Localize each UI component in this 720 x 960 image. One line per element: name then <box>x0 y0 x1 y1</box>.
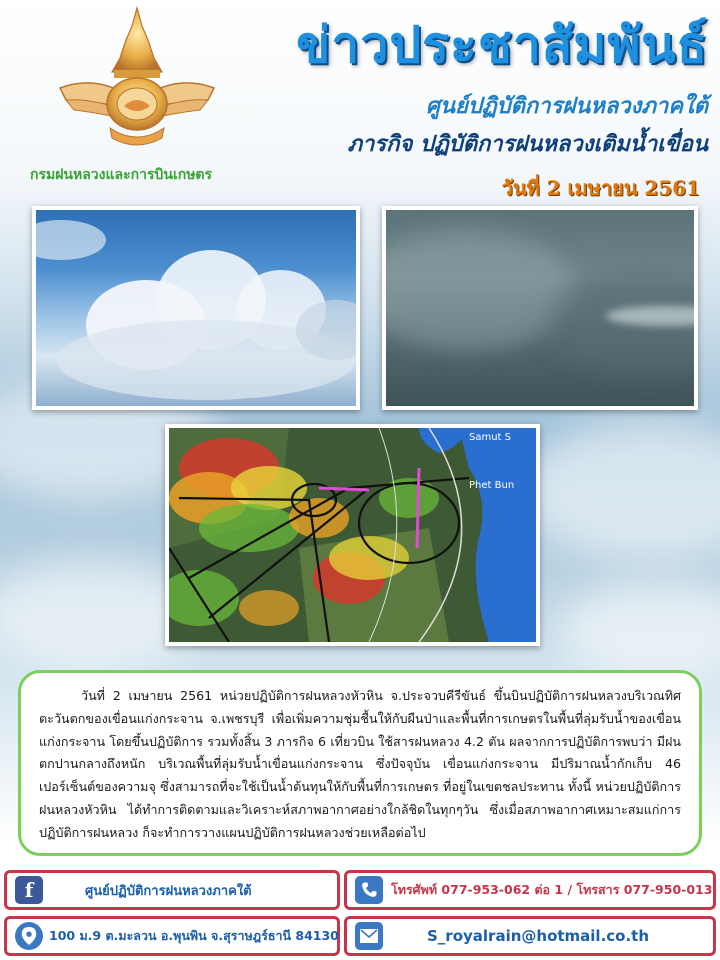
facebook-page-name: ศูนย์ปฏิบัติการฝนหลวงภาคใต้ <box>85 883 252 899</box>
cloud-shape <box>382 230 576 350</box>
phone-contact[interactable] <box>344 870 716 910</box>
location-pin-icon <box>15 922 43 950</box>
agency-name: กรมฝนหลวงและการบินเกษตร <box>30 167 213 183</box>
report-paragraph: วันที่ 2 เมษายน 2561 หน่วยปฏิบัติการฝนหลวงหัวหิน จ.ประจวบคีรีขันธ์ ขึ้นบินปฏิบัติการฝนหลวงบริเวณทิศตะวันตกของเขื่อนแก่งกระจาน จ.เพชรบุรี เพื่อเพิ่มความชุ่มชื้นให้กับผืนป่าและพื้นที่การเกษตรในพื้นที่ลุ่มรับน้ำของเขื่อนแก่งกระจาน โดยขึ้นปฏิบัติการ รวมทั้งสิ้น 3 ภารกิจ 6 เที่ยวบิน ใช้สารฝนหลวง 4.2 ตัน ผลจากการปฏิบัติการพบว่า มีฝนตกปานกลางถึงหนัก บริเวณพื้นที่ลุ่มรับน้ำเขื่อนแก่งกระจาน ซึ่งปัจจุบัน เขื่อนแก่งกระจาน มีปริมาณน้ำกักเก็บ 46 เปอร์เซ็นต์ของความจุ ซึ่งสามารถที่จะใช้เป็นน้ำต้นทุนให้กับพื้นที่การเกษตร ที่อยู่ในเขตชลประทาน ทั้งนี้ หน่วยปฏิบัติการฝนหลวงหัวหิน ได้ทำการติดตามและวิเคราะห์สภาพอากาศอย่างใกล้ชิดในทุกๆวัน ซึ่งเมื่อสภาพอากาศเหมาะสมแก่การปฏิบัติการฝนหลวง ก็จะทำการวางแผนปฏิบัติการฝนหลวงช่วยเหลือต่อไป <box>39 688 681 840</box>
rain-cloud-photo <box>382 206 698 410</box>
radar-label-top: Samut S <box>469 432 512 443</box>
background-cloud <box>560 580 720 680</box>
phone-icon <box>355 876 383 904</box>
facebook-contact[interactable] <box>4 870 340 910</box>
cloud-shape <box>32 220 106 260</box>
address-contact <box>4 916 340 956</box>
report-text-box <box>18 670 702 856</box>
radar-map-image <box>165 424 540 646</box>
center-name-subtitle: ศูนย์ปฏิบัติการฝนหลวงภาคใต้ <box>426 94 708 119</box>
cumulus-cloud-photo <box>32 206 360 410</box>
office-address: 100 ม.9 ต.มะลวน อ.พุนพิน จ.สุราษฎร์ธานี 84130 <box>49 928 339 943</box>
phone-fax-numbers: โทรศัพท์ 077-953-062 ต่อ 1 / โทรสาร 077-950-013 <box>391 882 713 897</box>
report-date: วันที่ 2 เมษายน 2561 <box>501 176 700 200</box>
page-title: ข่าวประชาสัมพันธ์ <box>296 16 708 74</box>
radar-label-place: Phet Bun <box>469 480 515 491</box>
email-contact[interactable] <box>344 916 716 956</box>
email-icon <box>355 922 383 950</box>
email-address[interactable]: S_royalrain@hotmail.co.th <box>427 927 650 945</box>
facebook-icon: f <box>15 876 43 904</box>
royal-rainmaking-emblem-logo <box>52 6 222 154</box>
radar-map-graphic <box>169 428 536 642</box>
background-cloud <box>520 420 720 560</box>
mission-subtitle: ภารกิจ ปฏิบัติการฝนหลวงเติมน้ำเขื่อน <box>347 132 708 157</box>
